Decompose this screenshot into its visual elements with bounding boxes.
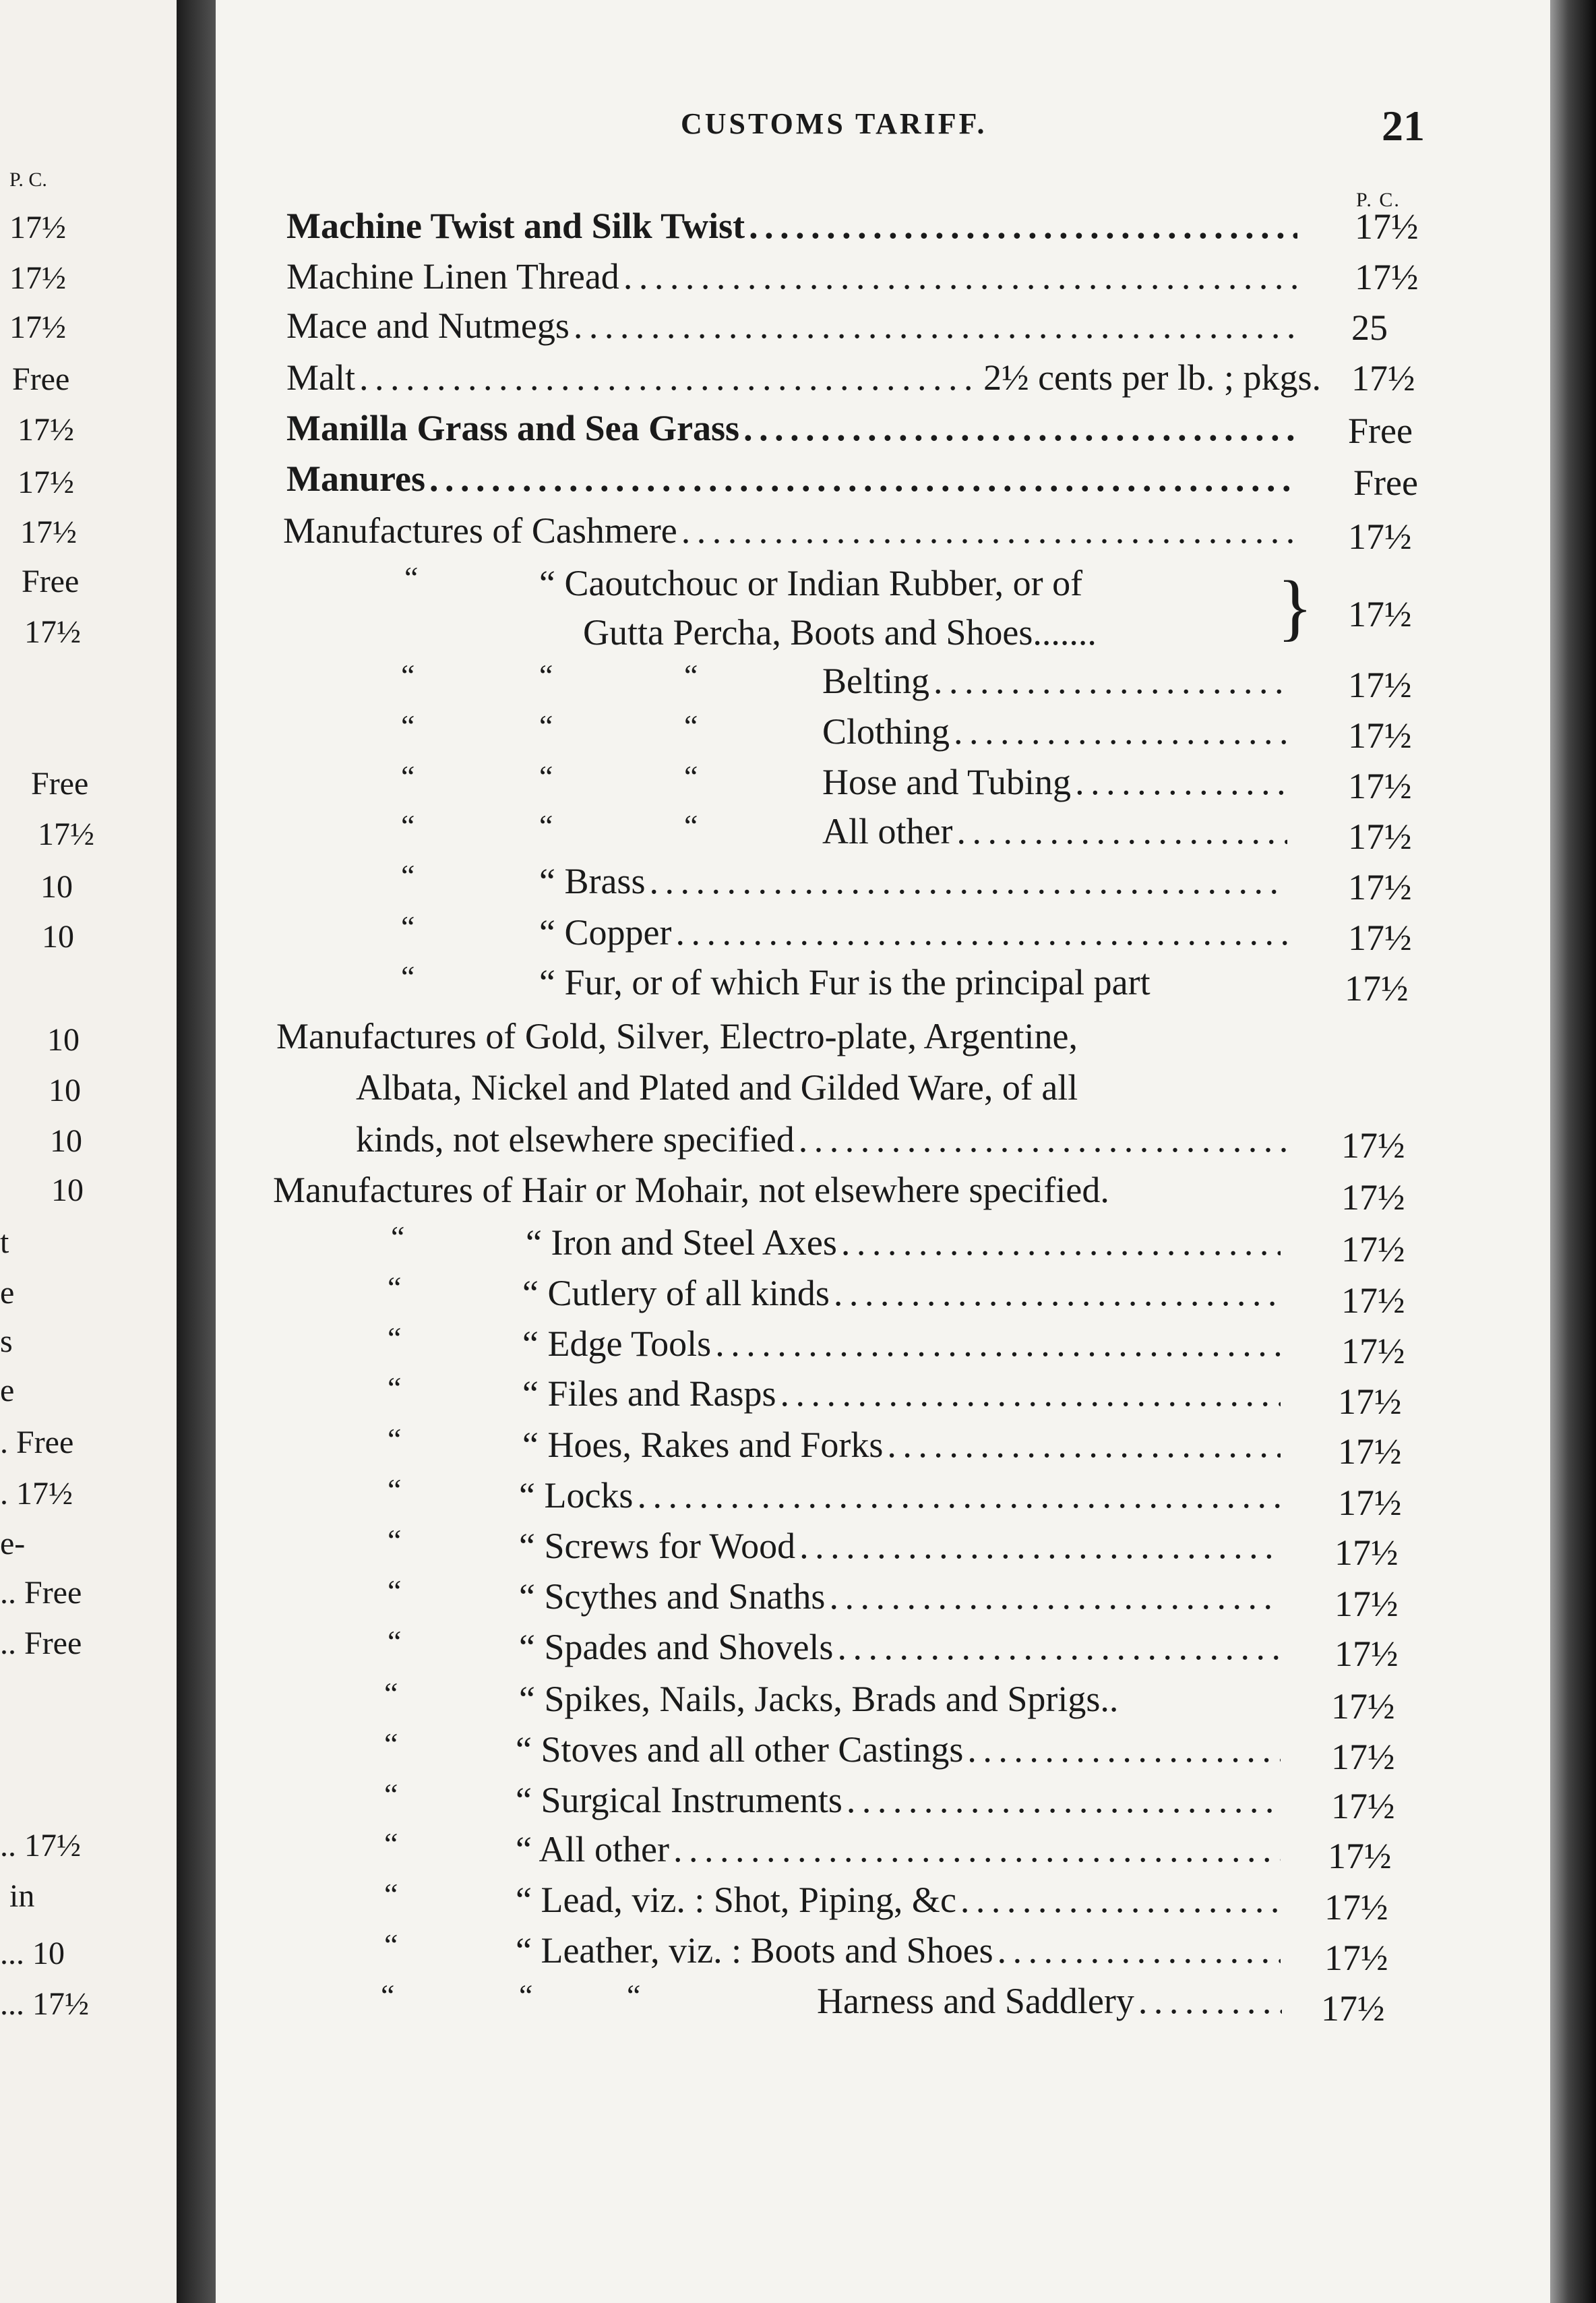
entry-text: Manufactures of Hair or Mohair, not elsewhere specified. xyxy=(273,1170,1109,1210)
left-rate: 10 xyxy=(47,1022,80,1058)
entry-rate: 17½ xyxy=(1348,594,1412,634)
entry-rate: 17½ xyxy=(1341,1280,1405,1321)
entry-text: “ Fur, or of which Fur is the principal part xyxy=(539,962,1150,1003)
ditto-mark: “ xyxy=(388,1624,402,1658)
left-rate: 10 xyxy=(49,1073,81,1108)
entry-text: Manures xyxy=(286,458,426,499)
tariff-entry xyxy=(519,1566,1287,1617)
dot-leader xyxy=(799,1525,1281,1567)
entry-rate: 17½ xyxy=(1355,257,1419,297)
ditto-mark: “ xyxy=(388,1574,402,1608)
ditto-mark: “ xyxy=(684,658,698,692)
entry-rate: 17½ xyxy=(1338,1483,1402,1523)
tariff-entry xyxy=(519,1617,1287,1668)
entry-text: “ Spikes, Nails, Jacks, Brads and Sprigs.. xyxy=(519,1679,1119,1719)
entry-text: Hose and Tubing xyxy=(822,762,1072,802)
ditto-mark: “ xyxy=(384,1777,398,1812)
ditto-mark: “ xyxy=(388,1371,402,1405)
entry-text: “ Surgical Instruments xyxy=(516,1780,842,1820)
left-rate: Free xyxy=(31,766,89,802)
entry-text: “ Screws for Wood xyxy=(519,1526,796,1566)
tariff-entry xyxy=(817,1971,1289,2022)
dot-leader xyxy=(623,256,1297,297)
left-rate: . 17½ xyxy=(0,1476,73,1512)
entry-text: “ All other xyxy=(516,1829,669,1870)
page-edge xyxy=(1550,0,1596,2303)
dot-leader xyxy=(887,1424,1281,1466)
ditto-mark: “ xyxy=(388,1472,402,1507)
ditto-mark: “ xyxy=(401,658,415,692)
entry-rate: 17½ xyxy=(1348,766,1412,806)
tariff-entry xyxy=(822,701,1294,752)
tariff-entry xyxy=(286,347,1321,398)
ditto-mark: “ xyxy=(404,560,419,595)
left-fragment: s xyxy=(0,1323,13,1359)
tariff-entry xyxy=(539,952,1308,1003)
entry-rate: 17½ xyxy=(1321,1988,1385,2029)
tariff-entry xyxy=(286,246,1304,297)
entry-rate: 17½ xyxy=(1341,1331,1405,1371)
entry-text: Machine Twist and Silk Twist xyxy=(286,206,745,246)
dot-leader xyxy=(829,1576,1281,1617)
dot-leader xyxy=(1075,761,1287,803)
left-rate: 17½ xyxy=(9,210,66,245)
tariff-entry xyxy=(516,1719,1287,1770)
entry-text: Manilla Grass and Sea Grass xyxy=(286,408,740,448)
ditto-mark: “ xyxy=(684,808,698,843)
entry-text: Mace and Nutmegs xyxy=(286,305,570,346)
tariff-entry xyxy=(519,1465,1287,1516)
dot-leader xyxy=(429,458,1297,500)
left-rate: 17½ xyxy=(38,816,94,852)
tariff-entry-continued xyxy=(356,1057,1313,1108)
ditto-mark: “ xyxy=(401,759,415,794)
entry-rate: 17½ xyxy=(1331,1786,1395,1826)
ditto-mark: “ xyxy=(384,1727,398,1761)
left-fragment: e xyxy=(0,1373,15,1408)
left-rate: 10 xyxy=(50,1123,82,1159)
dot-leader xyxy=(954,711,1287,752)
ditto-mark: “ xyxy=(388,1270,402,1305)
dot-leader xyxy=(956,810,1287,852)
left-rate: ... 17½ xyxy=(0,1986,89,2022)
left-rate: ... 10 xyxy=(0,1936,65,1971)
ditto-mark: “ xyxy=(539,808,553,843)
left-rate: 17½ xyxy=(24,614,81,650)
ditto-mark: “ xyxy=(384,1927,398,1962)
entry-rate: Free xyxy=(1348,411,1413,451)
entry-rate: 17½ xyxy=(1331,1686,1395,1727)
entry-text: “ Stoves and all other Castings xyxy=(516,1729,964,1770)
tariff-entry xyxy=(286,398,1304,449)
entry-text: Manufactures of Gold, Silver, Electro-plate, Argentine, xyxy=(276,1016,1078,1056)
ditto-mark: “ xyxy=(401,709,415,743)
ditto-mark: “ xyxy=(391,1220,405,1254)
tariff-entry xyxy=(516,1819,1287,1870)
dot-leader xyxy=(715,1323,1281,1365)
ditto-mark: “ xyxy=(684,709,698,743)
left-rate: Free xyxy=(22,564,80,599)
page-number: 21 xyxy=(1382,102,1425,150)
entry-rate: 17½ xyxy=(1341,1229,1405,1269)
left-rate: .. 17½ xyxy=(0,1828,81,1863)
tariff-entry-continued xyxy=(356,1109,1293,1160)
dot-leader xyxy=(749,205,1297,247)
ditto-mark: “ xyxy=(539,709,553,743)
dot-leader xyxy=(673,1828,1281,1870)
dot-leader xyxy=(834,1272,1281,1314)
entry-rate: Free xyxy=(1353,462,1418,503)
tariff-entry xyxy=(516,1770,1287,1821)
dot-leader xyxy=(847,1779,1281,1821)
dot-leader xyxy=(837,1626,1281,1668)
ditto-mark: “ xyxy=(401,959,415,994)
left-rate: 17½ xyxy=(20,514,77,550)
tariff-entry xyxy=(526,1212,1287,1263)
entry-text: “ Iron and Steel Axes xyxy=(526,1222,837,1263)
left-rate: . Free xyxy=(0,1425,74,1460)
left-pc-label: P. C. xyxy=(9,169,47,191)
entry-rate: 17½ xyxy=(1355,206,1419,247)
tariff-entry xyxy=(822,752,1294,803)
entry-text: Belting xyxy=(822,661,929,701)
entry-text: “ Brass xyxy=(539,861,646,901)
entry-rate: 17½ xyxy=(1331,1737,1395,1777)
dot-leader xyxy=(359,357,977,398)
entry-text: kinds, not elsewhere specified xyxy=(356,1119,795,1160)
entry-rate: 25 xyxy=(1351,307,1388,348)
dot-leader xyxy=(967,1729,1281,1770)
entry-rate: 17½ xyxy=(1348,516,1412,557)
ditto-mark: “ xyxy=(401,909,415,944)
tariff-entry xyxy=(276,1006,1314,1057)
tariff-entry xyxy=(539,553,1281,604)
ditto-mark: “ xyxy=(381,1978,395,2012)
entry-text: “ Leather, viz. : Boots and Shoes xyxy=(516,1930,993,1971)
entry-rate: 17½ xyxy=(1338,1431,1402,1472)
entry-rate: 17½ xyxy=(1348,816,1412,857)
tariff-entry xyxy=(283,500,1301,551)
tariff-entry xyxy=(286,448,1304,500)
entry-rate: 17½ xyxy=(1348,715,1412,756)
dot-leader xyxy=(574,305,1297,347)
left-rate: 10 xyxy=(51,1172,84,1208)
tariff-entry xyxy=(522,1313,1287,1365)
tariff-entry xyxy=(519,1669,1287,1720)
tariff-entry xyxy=(522,1263,1287,1314)
entry-text: “ Caoutchouc or Indian Rubber, or of xyxy=(539,563,1083,603)
tariff-entry xyxy=(539,902,1294,953)
dot-leader xyxy=(960,1879,1281,1921)
dot-leader xyxy=(780,1373,1281,1414)
ditto-mark: “ xyxy=(384,1676,398,1710)
entry-rate: 17½ xyxy=(1351,358,1415,398)
left-fragment: in xyxy=(9,1878,35,1914)
tariff-entry xyxy=(519,1516,1287,1567)
tariff-entry xyxy=(273,1160,1311,1211)
ditto-mark: “ xyxy=(539,759,553,794)
entry-rate: 17½ xyxy=(1345,968,1409,1009)
entry-rate: 17½ xyxy=(1324,1938,1388,1978)
ditto-mark: “ xyxy=(539,658,553,692)
entry-text: “ Locks xyxy=(519,1475,634,1516)
ditto-mark: “ xyxy=(627,1978,641,2012)
entry-text: “ Spades and Shovels xyxy=(519,1627,834,1667)
dot-leader xyxy=(998,1930,1281,1971)
entry-text: “ Scythes and Snaths xyxy=(519,1576,826,1617)
tariff-entry-continued xyxy=(583,602,1257,653)
entry-rate: 17½ xyxy=(1341,1125,1405,1166)
dot-leader xyxy=(743,407,1297,449)
entry-text: “ Hoes, Rakes and Forks xyxy=(522,1425,884,1465)
dot-leader xyxy=(649,860,1287,902)
ditto-mark: “ xyxy=(388,1321,402,1355)
entry-text: Clothing xyxy=(822,711,950,752)
pc-column-header: P. C. xyxy=(1356,189,1401,211)
left-page-fragment xyxy=(0,0,177,2303)
entry-text: Manufactures of Cashmere xyxy=(283,510,677,551)
entry-text: All other xyxy=(822,811,953,851)
tariff-entry xyxy=(286,196,1304,247)
ditto-mark: “ xyxy=(388,1422,402,1456)
left-rate: 17½ xyxy=(18,412,74,448)
left-fragment: e xyxy=(0,1275,15,1311)
entry-text: “ Cutlery of all kinds xyxy=(522,1273,830,1313)
entry-text: “ Copper xyxy=(539,912,672,953)
tariff-entry xyxy=(522,1363,1287,1414)
entry-rate: 17½ xyxy=(1348,867,1412,907)
ditto-mark: “ xyxy=(384,1826,398,1861)
tariff-entry xyxy=(539,851,1294,902)
dot-leader xyxy=(799,1118,1286,1160)
tariff-entry xyxy=(286,295,1304,347)
entry-text: Gutta Percha, Boots and Shoes....... xyxy=(583,612,1097,653)
tariff-entry xyxy=(516,1920,1287,1971)
entry-rate: 17½ xyxy=(1348,918,1412,958)
tariff-entry xyxy=(822,801,1294,852)
entry-text: Malt xyxy=(286,357,355,398)
entry-rate: 17½ xyxy=(1334,1634,1399,1674)
book-gutter xyxy=(177,0,217,2303)
dot-leader xyxy=(933,660,1287,702)
left-rate: .. Free xyxy=(0,1625,82,1661)
ditto-mark: “ xyxy=(401,808,415,843)
running-title: CUSTOMS TARIFF. xyxy=(681,107,987,140)
tariff-entry xyxy=(522,1414,1287,1466)
entry-rate: 17½ xyxy=(1328,1836,1392,1876)
entry-rate: 17½ xyxy=(1334,1532,1399,1573)
left-fragment: e- xyxy=(0,1526,26,1561)
ditto-mark: “ xyxy=(401,858,415,893)
dot-leader xyxy=(637,1474,1281,1516)
left-fragment: t xyxy=(0,1224,9,1260)
entry-text: Harness and Saddlery xyxy=(817,1981,1134,2021)
dot-leader xyxy=(841,1222,1281,1263)
left-rate: 17½ xyxy=(9,260,66,296)
left-rate: 10 xyxy=(42,919,74,955)
tariff-entry xyxy=(822,651,1294,702)
left-rate: 10 xyxy=(40,869,73,905)
entry-text: Albata, Nickel and Plated and Gilded Ware, of all xyxy=(356,1067,1078,1108)
entry-rate: 17½ xyxy=(1334,1584,1399,1624)
ditto-mark: “ xyxy=(388,1523,402,1557)
left-rate: 17½ xyxy=(9,309,66,345)
ditto-mark: “ xyxy=(519,1978,533,2012)
entry-rate: 17½ xyxy=(1348,665,1412,705)
dot-leader xyxy=(681,510,1294,551)
dot-leader xyxy=(1138,1980,1282,2022)
entry-text: “ Lead, viz. : Shot, Piping, &c xyxy=(516,1880,956,1920)
entry-text: “ Files and Rasps xyxy=(522,1373,776,1414)
dot-leader xyxy=(675,911,1287,953)
left-rate: .. Free xyxy=(0,1575,82,1611)
left-rate: Free xyxy=(12,361,70,397)
entry-text: “ Edge Tools xyxy=(522,1323,712,1364)
entry-text: Machine Linen Thread xyxy=(286,256,619,297)
ditto-mark: “ xyxy=(384,1877,398,1911)
entry-rate: 17½ xyxy=(1341,1177,1405,1218)
brace: } xyxy=(1277,566,1313,648)
tariff-entry xyxy=(516,1870,1287,1921)
entry-rate: 17½ xyxy=(1338,1381,1402,1422)
left-rate: 17½ xyxy=(18,465,74,500)
entry-detail: 2½ cents per lb. ; pkgs. xyxy=(983,357,1321,398)
ditto-mark: “ xyxy=(684,759,698,794)
entry-rate: 17½ xyxy=(1324,1887,1388,1927)
